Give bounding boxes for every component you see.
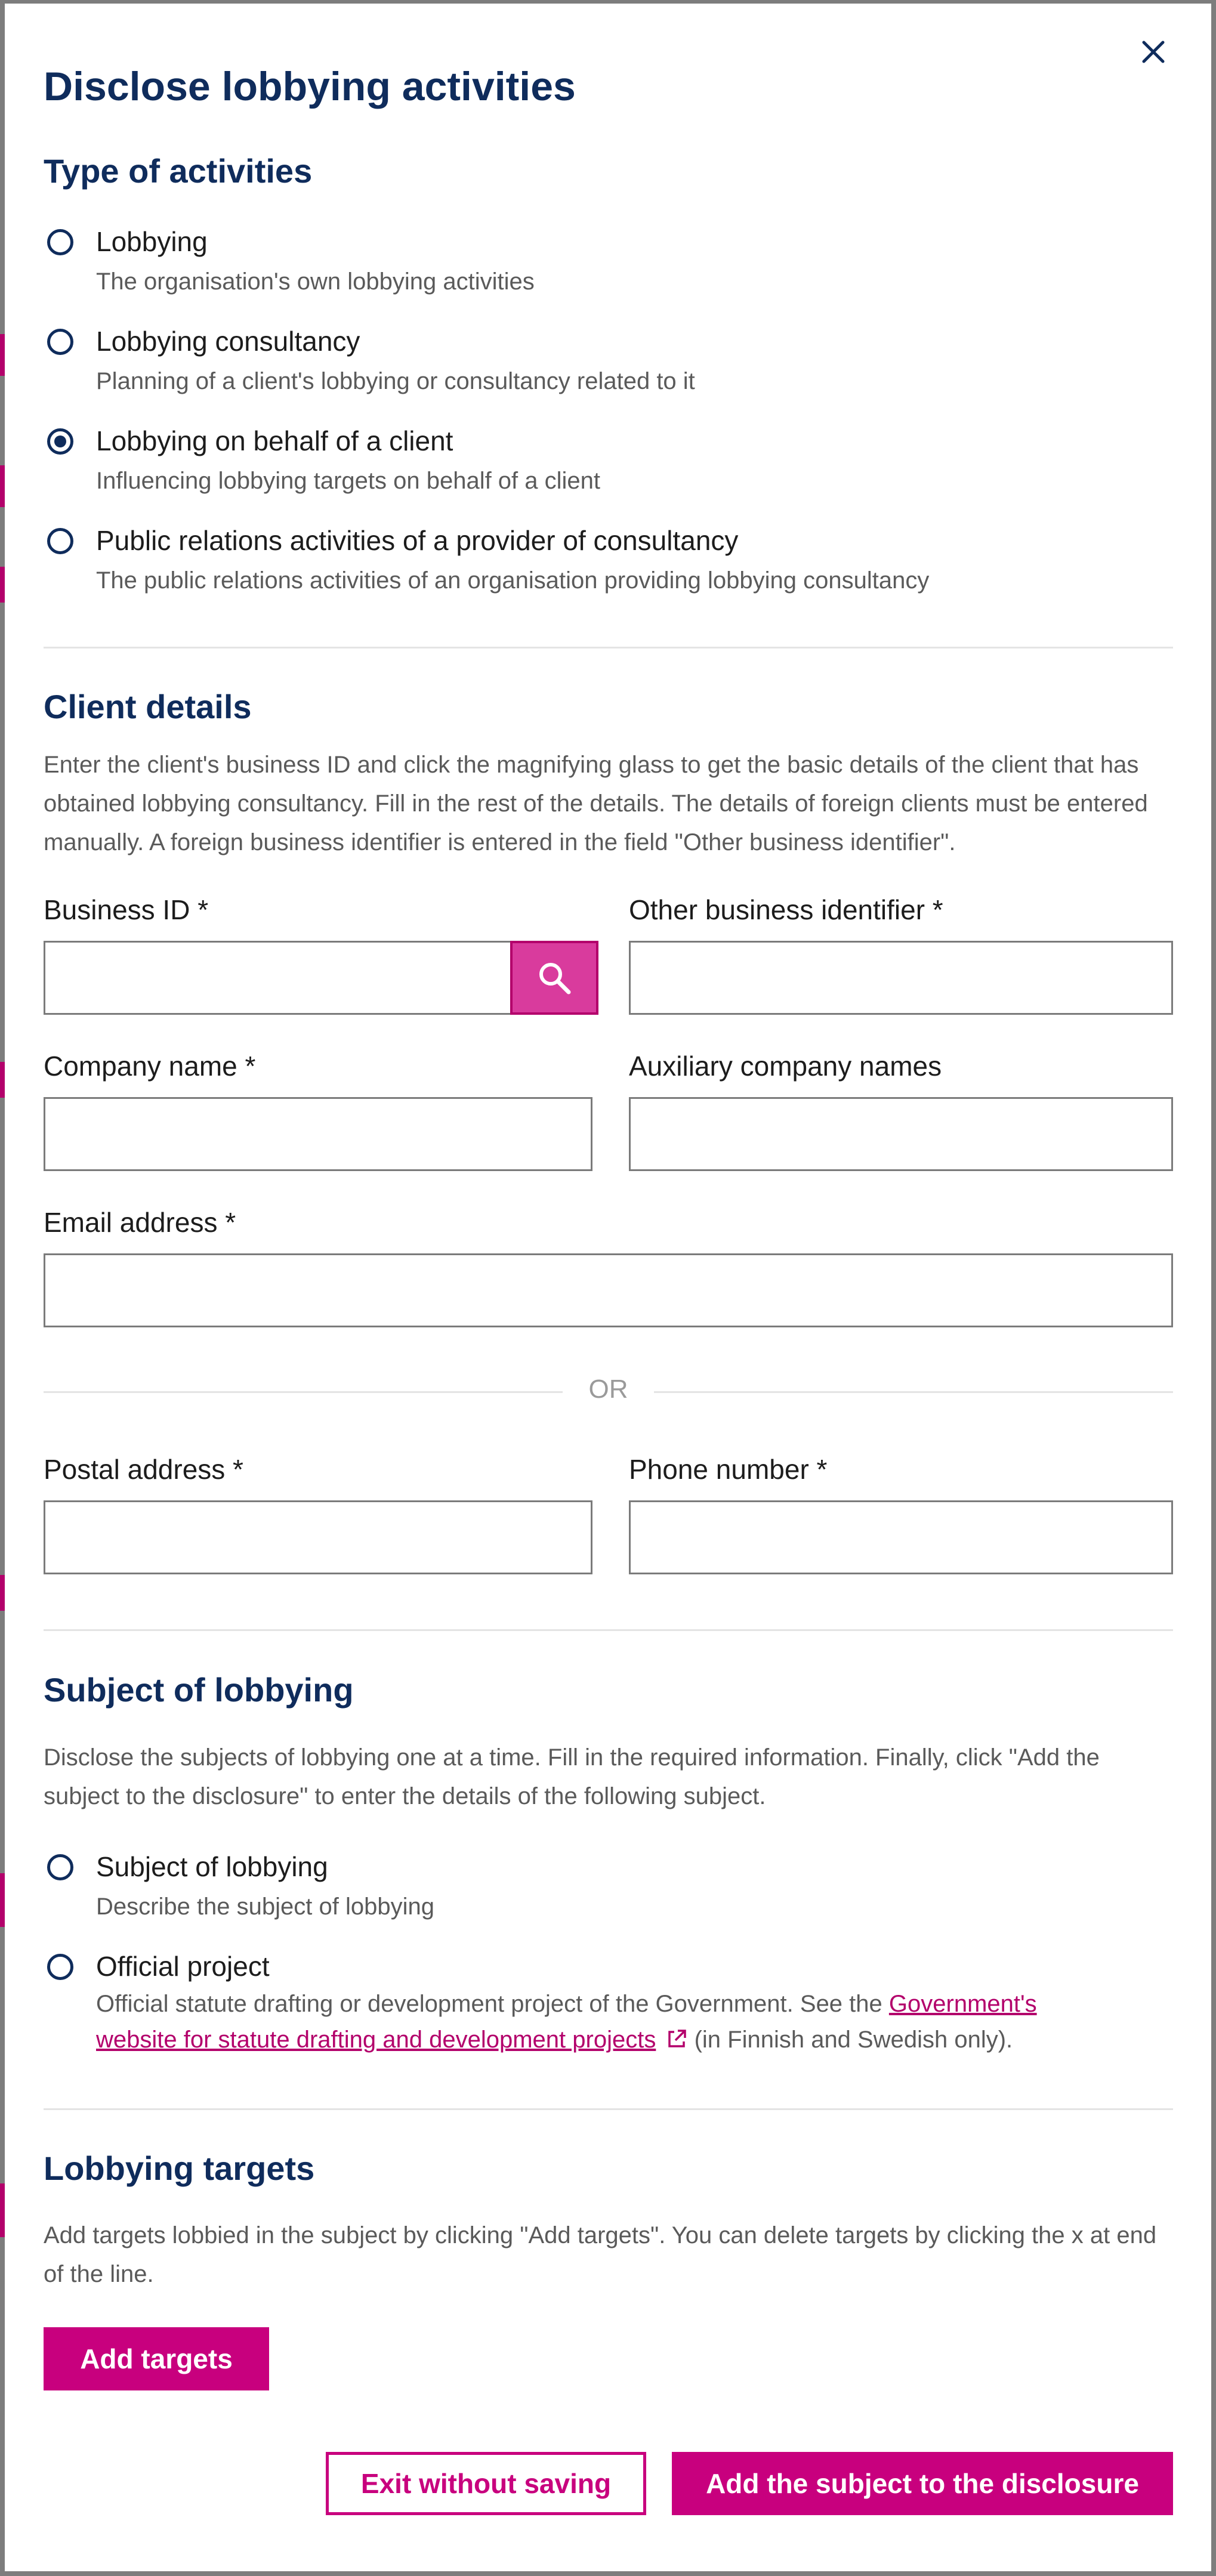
radio-button[interactable] [47,1854,73,1880]
radio-button[interactable] [47,528,73,554]
official-project-description [96,1986,1110,2058]
dialog-title: Disclose lobbying activities [44,64,576,109]
external-link-icon [666,2028,687,2050]
targets-heading: Lobbying targets [44,2149,315,2187]
radio-label: Official project [96,1951,270,1982]
postal-address-label: Postal address * [44,1454,243,1485]
email-input[interactable] [44,1253,1173,1327]
business-id-input[interactable] [44,941,515,1015]
radio-description: The organisation's own lobbying activities [96,268,535,295]
radio-description: The public relations activities of an organisation providing lobbying consultancy [96,567,930,594]
search-icon [535,959,573,997]
description-text: Official statute drafting or development project of the Government. See the [96,1991,889,2017]
other-id-label: Other business identifier * [629,894,943,925]
close-icon [1140,39,1166,65]
radio-label: Subject of lobbying [96,1851,328,1882]
company-name-input[interactable] [44,1097,592,1171]
aux-company-names-input[interactable] [629,1097,1173,1171]
radio-button[interactable] [47,1954,73,1980]
other-business-id-input[interactable] [629,941,1173,1015]
section-divider [44,647,1173,648]
subject-heading: Subject of lobbying [44,1671,354,1709]
radio-description: Influencing lobbying targets on behalf of a client [96,468,601,494]
client-heading: Client details [44,688,252,725]
disclosure-dialog [5,4,1211,2571]
company-name-label: Company name * [44,1051,256,1082]
radio-description: Planning of a client's lobbying or consultancy related to it [96,368,695,394]
client-intro: Enter the client's business ID and click the magnifying glass to get the basic details of the client that has obtained lobbying consultancy. Fill in the rest of the details. The details of foreign clients must be entered manually. A foreign business identifier is entered in the field "Other business identifier". [44,752,1148,855]
radio-description: Describe the subject of lobbying [96,1894,434,1920]
subject-intro: Disclose the subjects of lobbying one at a time. Fill in the required information. Finally, click "Add the subject to the disclosure" to enter the details of the following subject. [44,1744,1100,1809]
aux-names-label: Auxiliary company names [629,1051,942,1082]
targets-intro: Add targets lobbied in the subject by clicking "Add targets". You can delete targets by clicking the x at end of the line. [44,2222,1157,2287]
business-id-group [44,941,598,1015]
or-line-right [654,1391,1173,1393]
radio-button-selected[interactable] [47,428,73,455]
search-button[interactable] [510,941,598,1015]
phone-number-input[interactable] [629,1500,1173,1574]
radio-label: Lobbying on behalf of a client [96,425,453,456]
section-divider [44,2108,1173,2110]
government-website-link[interactable]: Government's website for statute drafting and development projects [96,1991,1037,2053]
description-text-suffix: (in Finnish and Swedish only). [687,2027,1013,2053]
business-id-label: Business ID * [44,894,209,925]
phone-number-label: Phone number * [629,1454,828,1485]
exit-without-saving-button[interactable]: Exit without saving [326,2452,646,2515]
or-separator [44,1375,1173,1410]
radio-label: Lobbying [96,226,208,257]
radio-label: Public relations activities of a provider of consultancy [96,525,739,556]
postal-address-input[interactable] [44,1500,592,1574]
close-button[interactable] [1138,37,1168,67]
activities-heading: Type of activities [44,152,313,190]
radio-label: Lobbying consultancy [96,326,360,357]
or-text: OR [588,1375,628,1404]
email-label: Email address * [44,1207,236,1238]
radio-button[interactable] [47,329,73,355]
add-targets-button[interactable]: Add targets [44,2327,269,2390]
add-subject-to-disclosure-button[interactable]: Add the subject to the disclosure [672,2452,1173,2515]
radio-button[interactable] [47,229,73,255]
section-divider [44,1629,1173,1631]
